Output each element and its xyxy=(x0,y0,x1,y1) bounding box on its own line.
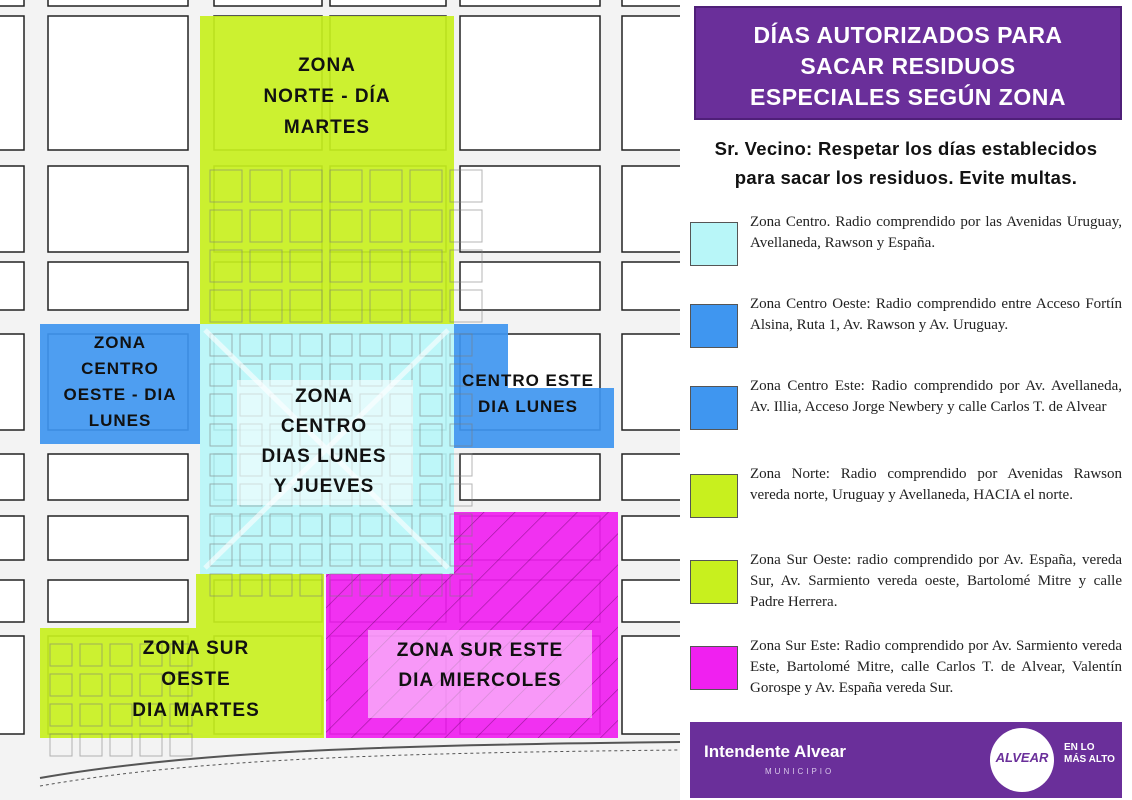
footer-municipio: MUNICIPIO xyxy=(765,767,835,776)
city-block xyxy=(622,262,680,310)
city-block xyxy=(0,636,24,734)
city-block xyxy=(0,334,24,430)
notice-text: Sr. Vecino: Respetar los días establecidos para sacar los residuos. Evite multas. xyxy=(714,138,1098,188)
legend-swatch xyxy=(690,646,738,690)
footer-name: Intendente Alvear xyxy=(704,742,847,761)
city-block xyxy=(622,516,680,560)
title-text: DÍAS AUTORIZADOS PARA SACAR RESIDUOS ESPECIALES SEGÚN ZONA xyxy=(750,22,1066,110)
city-block xyxy=(460,262,600,310)
city-block xyxy=(0,454,24,500)
city-block xyxy=(48,262,188,310)
city-block xyxy=(214,0,322,6)
legend-item-centro-este xyxy=(690,372,1122,452)
city-block xyxy=(48,16,188,150)
footer-slogan: EN LO MÁS ALTO xyxy=(1064,742,1115,765)
legend-text: Zona Norte: Radio comprendido por Avenidas Rawson vereda norte, Uruguay y Avellaneda, HACIA el norte. xyxy=(750,466,1122,503)
city-block xyxy=(460,16,600,150)
zone-centro-este-label: CENTRO ESTE DIA LUNES xyxy=(462,371,594,416)
zone-centro-label: ZONA CENTRO DIAS LUNES Y JUEVES xyxy=(261,386,387,497)
zone-centro-oeste-label: ZONA CENTRO OESTE - DIA LUNES xyxy=(63,333,177,430)
legend-item-centro-oeste xyxy=(690,290,1122,370)
city-block xyxy=(622,580,680,622)
logo-text: ALVEAR xyxy=(995,750,1049,765)
legend-text: Zona Centro Este: Radio comprendido por Av. Avellaneda, Av. Illia, Acceso Jorge Newbery y calle Carlos T. de Alvear xyxy=(750,378,1122,415)
city-block xyxy=(48,454,188,500)
city-block xyxy=(622,0,680,6)
legend-item-norte xyxy=(690,460,1122,540)
city-block xyxy=(622,636,680,734)
city-block xyxy=(330,0,446,6)
legend-swatch xyxy=(690,304,738,348)
legend-item-centro xyxy=(690,208,1122,288)
city-block xyxy=(48,166,188,252)
zone-sur-oeste-label: ZONA SUR OESTE DIA MARTES xyxy=(132,638,260,721)
city-block xyxy=(622,166,680,252)
city-block xyxy=(48,580,188,622)
legend-item-sur-oeste xyxy=(690,546,1122,626)
city-block xyxy=(460,0,600,6)
footer-banner xyxy=(690,722,1122,798)
legend-text: Zona Centro. Radio comprendido por las Avenidas Uruguay, Avellaneda, Rawson y España. xyxy=(750,214,1122,251)
legend-item-sur-este xyxy=(690,632,1122,712)
city-block xyxy=(0,16,24,150)
legend-panel xyxy=(680,0,1132,800)
city-block xyxy=(48,516,188,560)
legend-swatch xyxy=(690,474,738,518)
legend-text: Zona Sur Oeste: radio comprendido por Av. España, vereda Sur, Av. Sarmiento vereda oeste, Bartolomé Mitre y calle Padre Herrera. xyxy=(750,552,1122,610)
page-title xyxy=(694,6,1122,120)
city-block xyxy=(0,516,24,560)
zone-norte-label: ZONA NORTE - DÍA MARTES xyxy=(263,55,391,138)
legend-swatch xyxy=(690,386,738,430)
legend-text: Zona Centro Oeste: Radio comprendido entre Acceso Fortín Alsina, Ruta 1, Av. Rawson y Av. Uruguay. xyxy=(750,296,1122,333)
city-block xyxy=(460,454,600,500)
city-block xyxy=(622,16,680,150)
alvear-logo-icon xyxy=(990,728,1054,792)
city-block xyxy=(0,166,24,252)
city-block xyxy=(460,166,600,252)
city-block xyxy=(0,262,24,310)
legend-text: Zona Sur Este: Radio comprendido por Av. Sarmiento vereda Este, Bartolomé Mitre, calle Carlos T. de Alvear, Valentín Gorospe y Av. España vereda Sur. xyxy=(750,638,1122,696)
city-block xyxy=(622,334,680,430)
legend-swatch xyxy=(690,560,738,604)
city-block xyxy=(48,0,188,6)
legend-swatch xyxy=(690,222,738,266)
city-block xyxy=(622,454,680,500)
city-block xyxy=(0,0,24,6)
city-block xyxy=(0,580,24,622)
zone-sur-este-label: ZONA SUR ESTE DIA MIERCOLES xyxy=(396,640,564,691)
